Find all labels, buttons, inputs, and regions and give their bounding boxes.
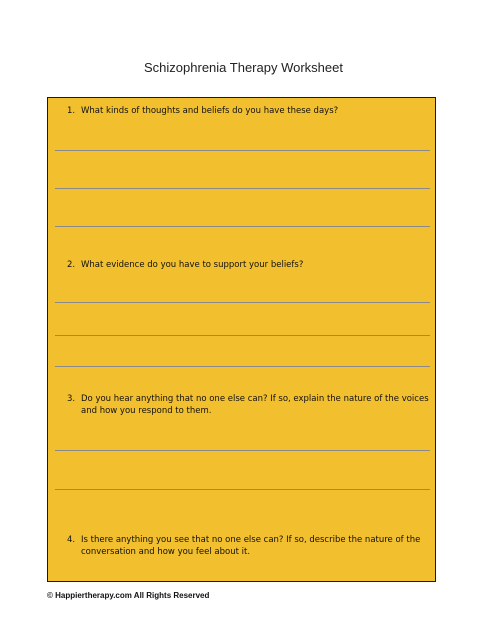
answer-line[interactable]: [55, 188, 430, 189]
question-2: [67, 259, 431, 271]
question-1: [67, 105, 431, 117]
question-number: 3.: [67, 394, 76, 404]
question-text: Do you hear anything that no one else can? If so, explain the nature of the voices and how you respond to them.: [81, 394, 429, 416]
copyright-footer: © Happiertherapy.com All Rights Reserved: [47, 591, 210, 600]
worksheet-panel: [47, 97, 436, 582]
answer-line[interactable]: [55, 226, 430, 227]
question-text: What kinds of thoughts and beliefs do you have these days?: [81, 106, 339, 116]
answer-line[interactable]: [55, 450, 430, 451]
answer-line[interactable]: [55, 335, 430, 336]
question-number: 4.: [67, 535, 76, 545]
question-4: [67, 534, 431, 558]
page-title: Schizophrenia Therapy Worksheet: [144, 60, 343, 75]
question-text: Is there anything you see that no one else can? If so, describe the nature of the conversation and how you feel about it.: [81, 535, 421, 557]
question-number: 2.: [67, 260, 76, 270]
question-number: 1.: [67, 106, 76, 116]
answer-line[interactable]: [55, 366, 430, 367]
question-text: What evidence do you have to support your beliefs?: [81, 260, 304, 270]
answer-line[interactable]: [55, 150, 430, 151]
answer-line[interactable]: [55, 489, 430, 490]
answer-line[interactable]: [55, 302, 430, 303]
question-3: [67, 393, 431, 417]
